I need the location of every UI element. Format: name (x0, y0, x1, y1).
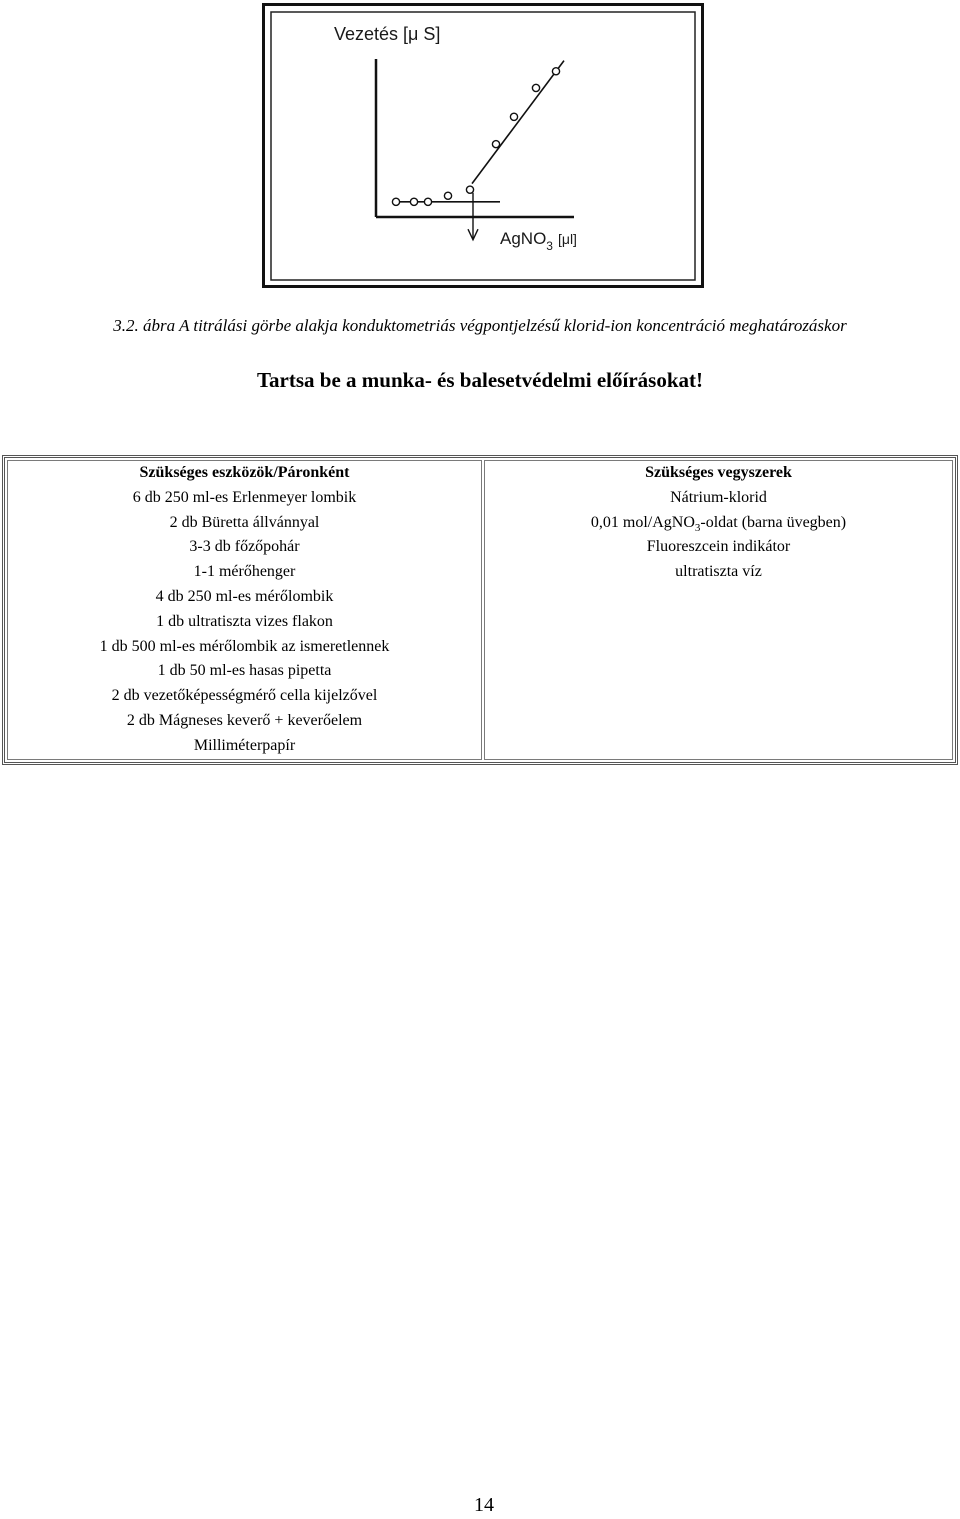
equipment-item: 2 db Mágneses keverő + keverőelem (126, 711, 363, 729)
page-number: 14 (474, 1494, 494, 1516)
equipment-item: 1 db 500 ml-es mérőlombik az ismeretlennek (99, 637, 390, 655)
data-point (492, 141, 499, 148)
equipment-item: 1 db 50 ml-es hasas pipetta (157, 662, 332, 680)
equipment-column (7, 460, 482, 760)
data-point (410, 198, 417, 205)
reagent-item: Nátrium-klorid (670, 488, 767, 506)
data-point (392, 198, 399, 205)
equipment-item: 2 db vezetőképességmérő cella kijelzővel (111, 687, 378, 705)
equipment-item: 1 db ultratiszta vizes flakon (156, 612, 333, 630)
data-point (444, 192, 451, 199)
equipment-header: Szükséges eszközök/Páronként (139, 464, 350, 481)
data-point (552, 68, 559, 75)
equipment-item: 4 db 250 ml-es mérőlombik (155, 587, 334, 605)
reagent-item (485, 511, 952, 536)
equipment-item: 2 db Büretta állvánnyal (169, 513, 320, 531)
requirements-table (2, 455, 958, 765)
titration-chart (262, 3, 704, 289)
reagents-header: Szükséges vegyszerek (645, 464, 792, 481)
x-axis-label-unit: [μl] (557, 231, 577, 247)
figure-frame (264, 5, 703, 287)
reagent-item-text: -oldat (barna üvegben) (700, 513, 847, 531)
equipment-item: 6 db 250 ml-es Erlenmeyer lombik (132, 488, 357, 506)
safety-heading: Tartsa be a munka- és balesetvédelmi előírásokat! (256, 368, 704, 392)
data-point (510, 113, 517, 120)
titration-figure (262, 3, 704, 289)
equipment-item: 1-1 mérőhenger (193, 563, 296, 581)
reagent-item-subscript: 3 (694, 521, 701, 534)
x-axis-label-sub: 3 (546, 239, 553, 253)
reagent-item-text: 0,01 mol/AgNO (590, 513, 695, 531)
reagent-item: Fluoreszcein indikátor (646, 538, 791, 556)
y-axis-label: Vezetés [μ S] (334, 24, 441, 44)
equipment-item: 3-3 db főzőpohár (189, 538, 300, 556)
reagents-column (484, 460, 953, 760)
data-point (466, 186, 473, 193)
equipment-item: Milliméterpapír (193, 736, 296, 754)
x-axis-label-main: AgNO (500, 229, 547, 248)
data-point (532, 84, 539, 91)
figure-caption: 3.2. ábra A titrálási görbe alakja konduktometriás végpontjelzésű klorid-ion koncentráció meghatározáskor (113, 316, 847, 335)
data-point (424, 198, 431, 205)
reagent-item: ultratiszta víz (675, 563, 762, 581)
